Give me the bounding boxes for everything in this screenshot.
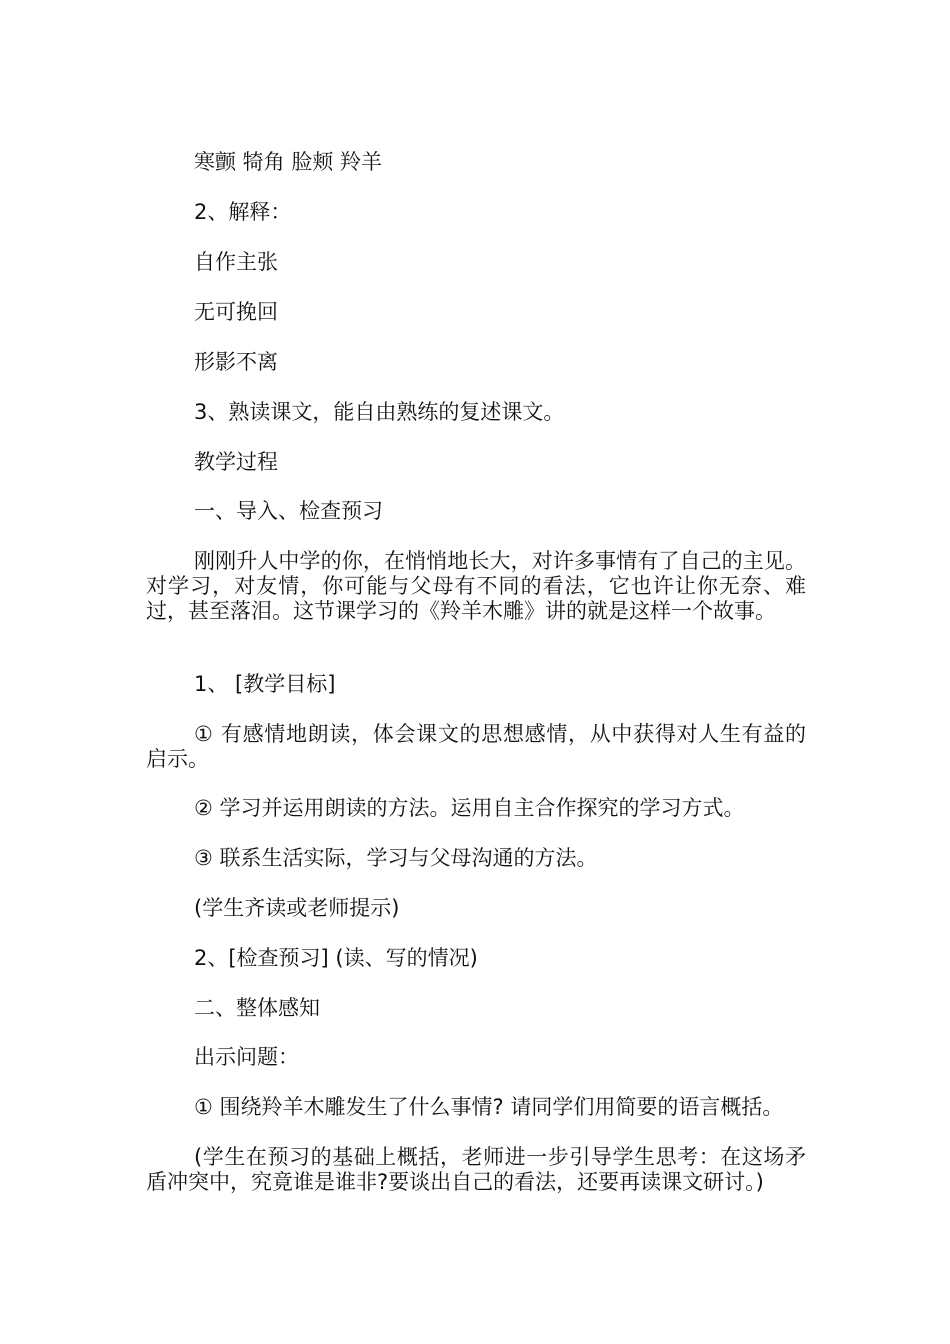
paragraph-goal-1: ① 有感情地朗读，体会课文的思想感情，从中获得对人生有益的启示。: [146, 722, 806, 771]
paragraph-term-3: 形影不离: [194, 350, 278, 374]
paragraph-goal-3: ③ 联系生活实际，学习与父母沟通的方法。: [194, 846, 598, 870]
paragraph-goal-2: ② 学习并运用朗读的方法。运用自主合作探究的学习方式。: [194, 796, 745, 820]
paragraph-read-task: 3、熟读课文，能自由熟练的复述课文。: [194, 400, 565, 424]
paragraph-term-1: 自作主张: [194, 250, 278, 274]
paragraph-vocabulary: 寒颤 犄角 脸颊 羚羊: [194, 150, 383, 174]
paragraph-guidance-note: (学生在预习的基础上概括，老师进一步引导学生思考：在这场矛盾冲突中，究竟谁是谁非?要谈出自己的看法，还要再读课文研讨。): [146, 1145, 806, 1194]
paragraph-preview-check: 2、[检查预习] (读、写的情况): [194, 946, 478, 970]
paragraph-section-2-heading: 二、整体感知: [194, 996, 320, 1020]
paragraph-introduction: 刚刚升人中学的你，在悄悄地长大，对许多事情有了自己的主见。对学习，对友情，你可能与父母有不同的看法，它也许让你无奈、难过，甚至落泪。这节课学习的《羚羊木雕》讲的就是这样一个故事。: [146, 549, 806, 623]
paragraph-term-2: 无可挽回: [194, 300, 278, 324]
paragraph-goals-heading: 1、 [教学目标]: [194, 672, 336, 696]
paragraph-process-heading: 教学过程: [194, 450, 278, 474]
paragraph-questions-label: 出示问题：: [194, 1045, 299, 1069]
paragraph-explain-heading: 2、解释：: [194, 200, 292, 224]
paragraph-question-1: ① 围绕羚羊木雕发生了什么事情? 请同学们用简要的语言概括。: [194, 1095, 784, 1119]
paragraph-section-1-heading: 一、导入、检查预习: [194, 499, 383, 523]
paragraph-read-note: (学生齐读或老师提示): [194, 896, 400, 920]
